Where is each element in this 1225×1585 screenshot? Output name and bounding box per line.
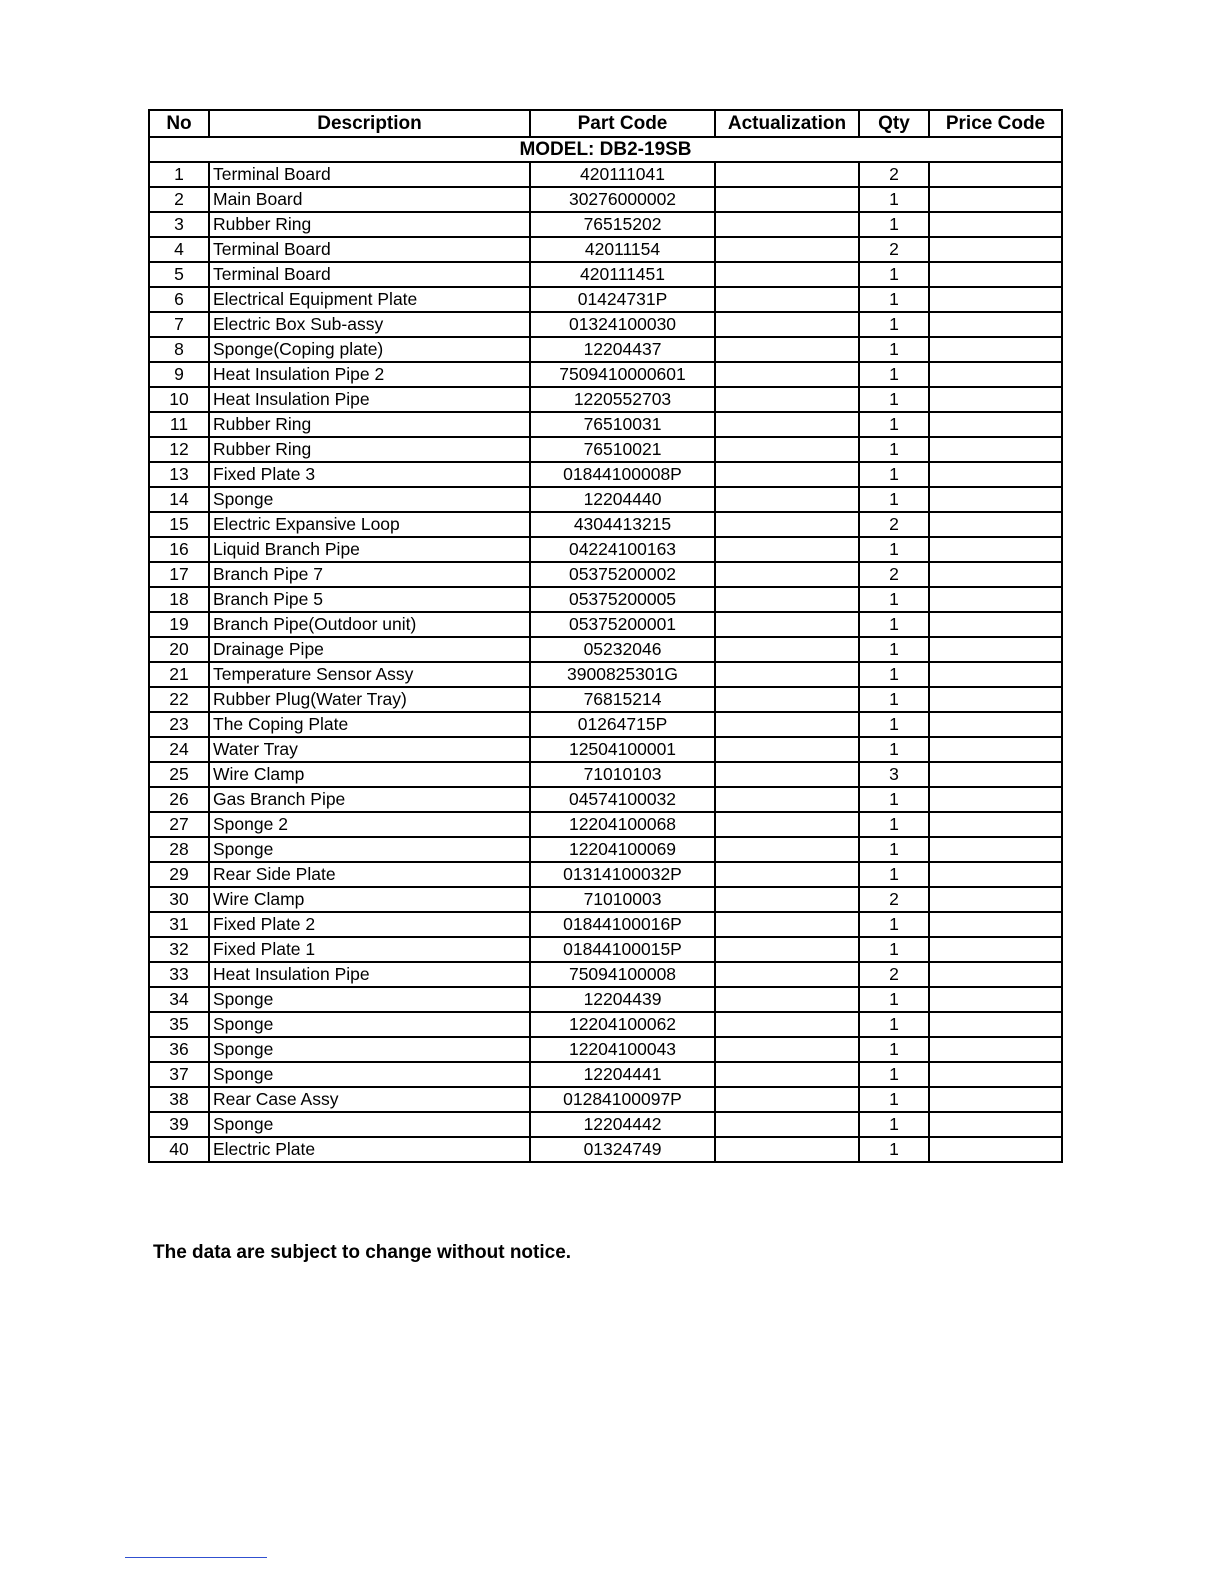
cell-description: Rubber Ring bbox=[209, 212, 530, 237]
cell-part-code: 12204100068 bbox=[530, 812, 715, 837]
cell-qty: 2 bbox=[859, 887, 929, 912]
cell-no: 25 bbox=[149, 762, 209, 787]
cell-description: Rubber Plug(Water Tray) bbox=[209, 687, 530, 712]
cell-qty: 2 bbox=[859, 162, 929, 187]
table-row bbox=[149, 1037, 1062, 1062]
table-row bbox=[149, 312, 1062, 337]
cell-actualization bbox=[715, 762, 859, 787]
cell-actualization bbox=[715, 412, 859, 437]
cell-part-code: 05375200005 bbox=[530, 587, 715, 612]
header-actualization: Actualization bbox=[715, 110, 859, 137]
cell-description: Rubber Ring bbox=[209, 437, 530, 462]
table-row bbox=[149, 287, 1062, 312]
table-row bbox=[149, 237, 1062, 262]
cell-no: 17 bbox=[149, 562, 209, 587]
cell-price-code bbox=[929, 987, 1062, 1012]
cell-description: Sponge bbox=[209, 1012, 530, 1037]
link-underline bbox=[125, 1557, 267, 1558]
cell-no: 38 bbox=[149, 1087, 209, 1112]
cell-no: 5 bbox=[149, 262, 209, 287]
cell-actualization bbox=[715, 212, 859, 237]
cell-description: Branch Pipe 5 bbox=[209, 587, 530, 612]
cell-actualization bbox=[715, 662, 859, 687]
table-row bbox=[149, 1087, 1062, 1112]
cell-qty: 1 bbox=[859, 462, 929, 487]
cell-description: Sponge bbox=[209, 987, 530, 1012]
cell-description: Fixed Plate 1 bbox=[209, 937, 530, 962]
cell-part-code: 42011154 bbox=[530, 237, 715, 262]
cell-no: 29 bbox=[149, 862, 209, 887]
cell-no: 30 bbox=[149, 887, 209, 912]
parts-table bbox=[148, 109, 1063, 1163]
cell-actualization bbox=[715, 287, 859, 312]
cell-price-code bbox=[929, 962, 1062, 987]
cell-part-code: 12204440 bbox=[530, 487, 715, 512]
cell-actualization bbox=[715, 987, 859, 1012]
cell-part-code: 71010003 bbox=[530, 887, 715, 912]
table-row bbox=[149, 337, 1062, 362]
header-price-code: Price Code bbox=[929, 110, 1062, 137]
cell-actualization bbox=[715, 512, 859, 537]
cell-qty: 2 bbox=[859, 237, 929, 262]
header-part-code: Part Code bbox=[530, 110, 715, 137]
cell-no: 31 bbox=[149, 912, 209, 937]
cell-no: 35 bbox=[149, 1012, 209, 1037]
cell-actualization bbox=[715, 962, 859, 987]
cell-no: 8 bbox=[149, 337, 209, 362]
cell-part-code: 76510021 bbox=[530, 437, 715, 462]
cell-qty: 1 bbox=[859, 912, 929, 937]
cell-description: Heat Insulation Pipe bbox=[209, 962, 530, 987]
cell-actualization bbox=[715, 1037, 859, 1062]
cell-actualization bbox=[715, 837, 859, 862]
cell-description: Terminal Board bbox=[209, 162, 530, 187]
cell-price-code bbox=[929, 1112, 1062, 1137]
cell-no: 2 bbox=[149, 187, 209, 212]
cell-part-code: 12204100069 bbox=[530, 837, 715, 862]
cell-actualization bbox=[715, 812, 859, 837]
table-row bbox=[149, 937, 1062, 962]
cell-price-code bbox=[929, 162, 1062, 187]
table-row bbox=[149, 837, 1062, 862]
cell-part-code: 12204100062 bbox=[530, 1012, 715, 1037]
cell-actualization bbox=[715, 487, 859, 512]
cell-actualization bbox=[715, 1062, 859, 1087]
cell-description: Temperature Sensor Assy bbox=[209, 662, 530, 687]
cell-description: Liquid Branch Pipe bbox=[209, 537, 530, 562]
cell-actualization bbox=[715, 587, 859, 612]
cell-qty: 1 bbox=[859, 1137, 929, 1162]
cell-price-code bbox=[929, 662, 1062, 687]
table-row bbox=[149, 1062, 1062, 1087]
cell-price-code bbox=[929, 312, 1062, 337]
cell-price-code bbox=[929, 1012, 1062, 1037]
model-row bbox=[149, 137, 1062, 162]
cell-no: 32 bbox=[149, 937, 209, 962]
cell-qty: 3 bbox=[859, 762, 929, 787]
cell-actualization bbox=[715, 612, 859, 637]
cell-actualization bbox=[715, 562, 859, 587]
cell-description: Electric Expansive Loop bbox=[209, 512, 530, 537]
cell-actualization bbox=[715, 162, 859, 187]
cell-part-code: 04574100032 bbox=[530, 787, 715, 812]
cell-qty: 1 bbox=[859, 262, 929, 287]
cell-actualization bbox=[715, 1012, 859, 1037]
cell-part-code: 04224100163 bbox=[530, 537, 715, 562]
cell-price-code bbox=[929, 287, 1062, 312]
cell-actualization bbox=[715, 737, 859, 762]
cell-price-code bbox=[929, 462, 1062, 487]
cell-qty: 1 bbox=[859, 287, 929, 312]
cell-price-code bbox=[929, 562, 1062, 587]
table-row bbox=[149, 587, 1062, 612]
cell-price-code bbox=[929, 362, 1062, 387]
cell-price-code bbox=[929, 612, 1062, 637]
cell-no: 16 bbox=[149, 537, 209, 562]
cell-description: Sponge bbox=[209, 1062, 530, 1087]
cell-description: Sponge 2 bbox=[209, 812, 530, 837]
cell-qty: 1 bbox=[859, 412, 929, 437]
table-row bbox=[149, 787, 1062, 812]
cell-qty: 1 bbox=[859, 587, 929, 612]
cell-description: Terminal Board bbox=[209, 237, 530, 262]
cell-price-code bbox=[929, 387, 1062, 412]
cell-part-code: 05375200002 bbox=[530, 562, 715, 587]
cell-no: 9 bbox=[149, 362, 209, 387]
header-no: No bbox=[149, 110, 209, 137]
cell-price-code bbox=[929, 262, 1062, 287]
cell-description: Sponge bbox=[209, 837, 530, 862]
cell-no: 34 bbox=[149, 987, 209, 1012]
cell-actualization bbox=[715, 387, 859, 412]
cell-part-code: 420111041 bbox=[530, 162, 715, 187]
cell-price-code bbox=[929, 437, 1062, 462]
cell-price-code bbox=[929, 1137, 1062, 1162]
cell-part-code: 01324749 bbox=[530, 1137, 715, 1162]
cell-actualization bbox=[715, 712, 859, 737]
table-row bbox=[149, 187, 1062, 212]
cell-no: 39 bbox=[149, 1112, 209, 1137]
table-row bbox=[149, 737, 1062, 762]
table-row bbox=[149, 437, 1062, 462]
header-description: Description bbox=[209, 110, 530, 137]
cell-description: Sponge bbox=[209, 1037, 530, 1062]
table-row bbox=[149, 812, 1062, 837]
cell-part-code: 420111451 bbox=[530, 262, 715, 287]
cell-actualization bbox=[715, 937, 859, 962]
cell-no: 4 bbox=[149, 237, 209, 262]
cell-part-code: 01324100030 bbox=[530, 312, 715, 337]
cell-description: Electrical Equipment Plate bbox=[209, 287, 530, 312]
cell-part-code: 01264715P bbox=[530, 712, 715, 737]
cell-actualization bbox=[715, 362, 859, 387]
cell-price-code bbox=[929, 887, 1062, 912]
cell-price-code bbox=[929, 762, 1062, 787]
cell-no: 12 bbox=[149, 437, 209, 462]
cell-no: 15 bbox=[149, 512, 209, 537]
cell-price-code bbox=[929, 812, 1062, 837]
cell-no: 13 bbox=[149, 462, 209, 487]
cell-actualization bbox=[715, 1112, 859, 1137]
cell-part-code: 30276000002 bbox=[530, 187, 715, 212]
cell-description: Fixed Plate 3 bbox=[209, 462, 530, 487]
cell-no: 11 bbox=[149, 412, 209, 437]
cell-no: 28 bbox=[149, 837, 209, 862]
cell-part-code: 76515202 bbox=[530, 212, 715, 237]
cell-description: Wire Clamp bbox=[209, 887, 530, 912]
cell-description: Sponge(Coping plate) bbox=[209, 337, 530, 362]
cell-description: Gas Branch Pipe bbox=[209, 787, 530, 812]
cell-actualization bbox=[715, 637, 859, 662]
cell-part-code: 12204437 bbox=[530, 337, 715, 362]
cell-price-code bbox=[929, 1062, 1062, 1087]
cell-description: Terminal Board bbox=[209, 262, 530, 287]
cell-qty: 1 bbox=[859, 387, 929, 412]
cell-qty: 1 bbox=[859, 437, 929, 462]
cell-actualization bbox=[715, 337, 859, 362]
cell-description: Water Tray bbox=[209, 737, 530, 762]
cell-description: Heat Insulation Pipe bbox=[209, 387, 530, 412]
cell-part-code: 01844100015P bbox=[530, 937, 715, 962]
cell-qty: 1 bbox=[859, 637, 929, 662]
cell-actualization bbox=[715, 537, 859, 562]
cell-part-code: 1220552703 bbox=[530, 387, 715, 412]
cell-qty: 1 bbox=[859, 312, 929, 337]
table-row bbox=[149, 262, 1062, 287]
cell-qty: 1 bbox=[859, 337, 929, 362]
cell-actualization bbox=[715, 912, 859, 937]
model-label: MODEL: DB2-19SB bbox=[149, 137, 1062, 162]
cell-price-code bbox=[929, 487, 1062, 512]
table-row bbox=[149, 1112, 1062, 1137]
cell-qty: 2 bbox=[859, 562, 929, 587]
cell-no: 40 bbox=[149, 1137, 209, 1162]
cell-qty: 1 bbox=[859, 362, 929, 387]
cell-no: 18 bbox=[149, 587, 209, 612]
cell-qty: 1 bbox=[859, 712, 929, 737]
cell-part-code: 76815214 bbox=[530, 687, 715, 712]
table-row bbox=[149, 887, 1062, 912]
cell-part-code: 05375200001 bbox=[530, 612, 715, 637]
cell-price-code bbox=[929, 912, 1062, 937]
cell-price-code bbox=[929, 537, 1062, 562]
cell-qty: 1 bbox=[859, 837, 929, 862]
cell-description: Branch Pipe 7 bbox=[209, 562, 530, 587]
table-row bbox=[149, 512, 1062, 537]
header-qty: Qty bbox=[859, 110, 929, 137]
cell-qty: 1 bbox=[859, 187, 929, 212]
cell-description: Sponge bbox=[209, 487, 530, 512]
cell-qty: 1 bbox=[859, 1012, 929, 1037]
cell-qty: 1 bbox=[859, 1112, 929, 1137]
table-row bbox=[149, 412, 1062, 437]
cell-price-code bbox=[929, 187, 1062, 212]
cell-no: 10 bbox=[149, 387, 209, 412]
cell-no: 19 bbox=[149, 612, 209, 637]
cell-part-code: 01314100032P bbox=[530, 862, 715, 887]
cell-actualization bbox=[715, 887, 859, 912]
cell-description: Sponge bbox=[209, 1112, 530, 1137]
footer-note: The data are subject to change without notice. bbox=[153, 1242, 572, 1263]
cell-no: 14 bbox=[149, 487, 209, 512]
cell-qty: 1 bbox=[859, 1037, 929, 1062]
cell-no: 24 bbox=[149, 737, 209, 762]
cell-qty: 2 bbox=[859, 962, 929, 987]
cell-part-code: 12204442 bbox=[530, 1112, 715, 1137]
cell-part-code: 75094100008 bbox=[530, 962, 715, 987]
table-row bbox=[149, 687, 1062, 712]
cell-qty: 2 bbox=[859, 512, 929, 537]
cell-price-code bbox=[929, 587, 1062, 612]
cell-no: 37 bbox=[149, 1062, 209, 1087]
cell-part-code: 05232046 bbox=[530, 637, 715, 662]
cell-price-code bbox=[929, 737, 1062, 762]
cell-no: 22 bbox=[149, 687, 209, 712]
table-row bbox=[149, 387, 1062, 412]
cell-description: Branch Pipe(Outdoor unit) bbox=[209, 612, 530, 637]
cell-description: The Coping Plate bbox=[209, 712, 530, 737]
cell-no: 1 bbox=[149, 162, 209, 187]
cell-actualization bbox=[715, 437, 859, 462]
cell-description: Heat Insulation Pipe 2 bbox=[209, 362, 530, 387]
table-row bbox=[149, 662, 1062, 687]
cell-part-code: 01844100016P bbox=[530, 912, 715, 937]
cell-description: Electric Box Sub-assy bbox=[209, 312, 530, 337]
cell-description: Fixed Plate 2 bbox=[209, 912, 530, 937]
cell-no: 6 bbox=[149, 287, 209, 312]
cell-price-code bbox=[929, 212, 1062, 237]
cell-qty: 1 bbox=[859, 1087, 929, 1112]
cell-no: 27 bbox=[149, 812, 209, 837]
cell-part-code: 4304413215 bbox=[530, 512, 715, 537]
cell-description: Drainage Pipe bbox=[209, 637, 530, 662]
cell-no: 21 bbox=[149, 662, 209, 687]
cell-no: 36 bbox=[149, 1037, 209, 1062]
cell-part-code: 01284100097P bbox=[530, 1087, 715, 1112]
cell-price-code bbox=[929, 237, 1062, 262]
table-row bbox=[149, 487, 1062, 512]
cell-actualization bbox=[715, 312, 859, 337]
cell-actualization bbox=[715, 187, 859, 212]
table-row bbox=[149, 562, 1062, 587]
cell-price-code bbox=[929, 787, 1062, 812]
cell-no: 3 bbox=[149, 212, 209, 237]
cell-part-code: 12204439 bbox=[530, 987, 715, 1012]
cell-qty: 1 bbox=[859, 537, 929, 562]
cell-qty: 1 bbox=[859, 1062, 929, 1087]
cell-actualization bbox=[715, 462, 859, 487]
table-row bbox=[149, 637, 1062, 662]
table-row bbox=[149, 162, 1062, 187]
cell-price-code bbox=[929, 337, 1062, 362]
cell-part-code: 7509410000601 bbox=[530, 362, 715, 387]
cell-description: Wire Clamp bbox=[209, 762, 530, 787]
cell-qty: 1 bbox=[859, 662, 929, 687]
table-row bbox=[149, 762, 1062, 787]
cell-no: 33 bbox=[149, 962, 209, 987]
cell-no: 26 bbox=[149, 787, 209, 812]
table-row bbox=[149, 462, 1062, 487]
cell-actualization bbox=[715, 262, 859, 287]
cell-qty: 1 bbox=[859, 737, 929, 762]
cell-price-code bbox=[929, 412, 1062, 437]
cell-part-code: 71010103 bbox=[530, 762, 715, 787]
cell-no: 20 bbox=[149, 637, 209, 662]
cell-part-code: 76510031 bbox=[530, 412, 715, 437]
table-row bbox=[149, 212, 1062, 237]
cell-qty: 1 bbox=[859, 987, 929, 1012]
cell-part-code: 12504100001 bbox=[530, 737, 715, 762]
table-row bbox=[149, 362, 1062, 387]
cell-qty: 1 bbox=[859, 212, 929, 237]
cell-price-code bbox=[929, 712, 1062, 737]
cell-part-code: 12204100043 bbox=[530, 1037, 715, 1062]
cell-actualization bbox=[715, 862, 859, 887]
cell-actualization bbox=[715, 237, 859, 262]
cell-price-code bbox=[929, 837, 1062, 862]
cell-qty: 1 bbox=[859, 487, 929, 512]
cell-actualization bbox=[715, 1137, 859, 1162]
cell-qty: 1 bbox=[859, 812, 929, 837]
cell-price-code bbox=[929, 1087, 1062, 1112]
table-row bbox=[149, 1012, 1062, 1037]
cell-actualization bbox=[715, 687, 859, 712]
cell-actualization bbox=[715, 787, 859, 812]
table-row bbox=[149, 1137, 1062, 1162]
cell-qty: 1 bbox=[859, 612, 929, 637]
cell-no: 23 bbox=[149, 712, 209, 737]
cell-description: Rear Side Plate bbox=[209, 862, 530, 887]
cell-part-code: 3900825301G bbox=[530, 662, 715, 687]
cell-qty: 1 bbox=[859, 787, 929, 812]
cell-price-code bbox=[929, 937, 1062, 962]
cell-description: Electric Plate bbox=[209, 1137, 530, 1162]
table-row bbox=[149, 862, 1062, 887]
cell-part-code: 01424731P bbox=[530, 287, 715, 312]
table-row bbox=[149, 987, 1062, 1012]
cell-price-code bbox=[929, 512, 1062, 537]
table-row bbox=[149, 912, 1062, 937]
cell-price-code bbox=[929, 637, 1062, 662]
cell-price-code bbox=[929, 1037, 1062, 1062]
cell-price-code bbox=[929, 862, 1062, 887]
table-row bbox=[149, 537, 1062, 562]
cell-part-code: 12204441 bbox=[530, 1062, 715, 1087]
cell-qty: 1 bbox=[859, 937, 929, 962]
table-row bbox=[149, 712, 1062, 737]
cell-price-code bbox=[929, 687, 1062, 712]
table-row bbox=[149, 962, 1062, 987]
header-row bbox=[149, 110, 1062, 137]
cell-part-code: 01844100008P bbox=[530, 462, 715, 487]
cell-no: 7 bbox=[149, 312, 209, 337]
table-row bbox=[149, 612, 1062, 637]
cell-actualization bbox=[715, 1087, 859, 1112]
cell-qty: 1 bbox=[859, 687, 929, 712]
cell-description: Main Board bbox=[209, 187, 530, 212]
cell-description: Rear Case Assy bbox=[209, 1087, 530, 1112]
cell-description: Rubber Ring bbox=[209, 412, 530, 437]
cell-qty: 1 bbox=[859, 862, 929, 887]
